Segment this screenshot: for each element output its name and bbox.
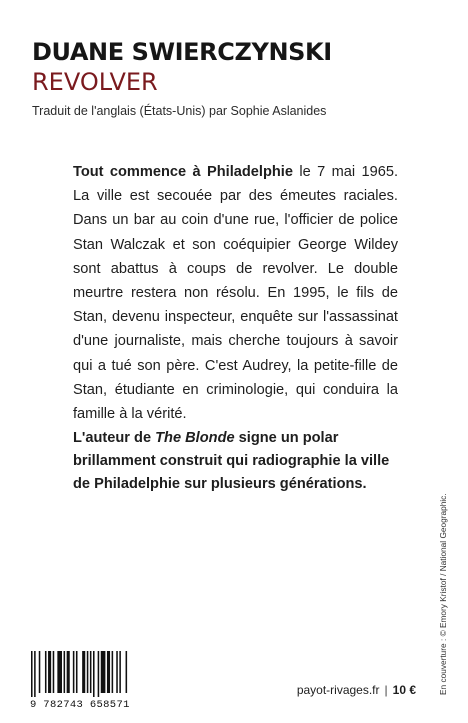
- barcode-bar: [119, 651, 121, 693]
- barcode-graphic: [30, 651, 130, 697]
- publisher-website[interactable]: payot-rivages.fr: [296, 683, 380, 697]
- barcode-bar: [101, 651, 106, 693]
- price: 10 €: [392, 683, 416, 697]
- barcode-bar: [45, 651, 47, 693]
- photo-credit-wrapper: [432, 493, 448, 695]
- footer-separator: |: [384, 683, 388, 697]
- translator-credit: Traduit de l'anglais (États-Unis) par Sophie Aslanides: [32, 104, 327, 118]
- book-title: REVOLVER: [32, 68, 158, 96]
- barcode-bar: [107, 651, 110, 693]
- isbn-digits: 9 782743 658571: [30, 699, 130, 711]
- synopsis-lead: Tout commence à Philadelphie: [73, 164, 293, 180]
- barcode-bar: [64, 651, 66, 693]
- barcode-bar: [67, 651, 70, 693]
- barcode-bar: [126, 651, 128, 693]
- tagline-start: L'auteur de: [73, 430, 156, 446]
- barcode-bar: [87, 651, 89, 693]
- photo-credit: En couverture : © Emory Kristof / National Geographic.: [438, 493, 448, 695]
- tagline: [73, 427, 398, 496]
- barcode-bar: [82, 651, 85, 693]
- barcode-bar: [34, 651, 36, 697]
- barcode-bar: [93, 651, 95, 697]
- barcode-bar: [48, 651, 51, 693]
- synopsis: [73, 160, 398, 426]
- barcode-bar: [98, 651, 100, 697]
- barcode-bar: [112, 651, 114, 693]
- barcode-bar: [76, 651, 78, 693]
- tagline-book-title: The Blonde: [155, 430, 235, 446]
- author-name: DUANE SWIERCZYNSKI: [32, 38, 332, 66]
- barcode-bar: [57, 651, 62, 693]
- synopsis-body: le 7 mai 1965. La ville est secouée par des émeutes raciales. Dans un bar au coin d'une rue, l'officier de police Stan Walczak et son coéquipier George Wildey sont abattus à coups de revolver. Le double meurtre restera non résolu. En 1995, le fils de Stan, devenu inspecteur, enquête sur l'assassinat d'une journaliste, mais cherche toujours à savoir qui a tué son père. C'est Audrey, la petite-fille de Stan, étudiante en criminologie, qui conduira la famille à la vérité.: [73, 164, 398, 423]
- barcode-bar: [90, 651, 92, 693]
- tagline-end: signe un polar brillamment construit qui radiographie la ville de Philadelphie sur plusieurs générations.: [73, 430, 390, 492]
- barcode-bar: [73, 651, 75, 693]
- barcode-bar: [39, 651, 41, 693]
- footer: [297, 683, 416, 697]
- barcode-bar: [31, 651, 33, 697]
- barcode-bar: [116, 651, 118, 693]
- barcode: [30, 651, 130, 697]
- barcode-bar: [53, 651, 55, 693]
